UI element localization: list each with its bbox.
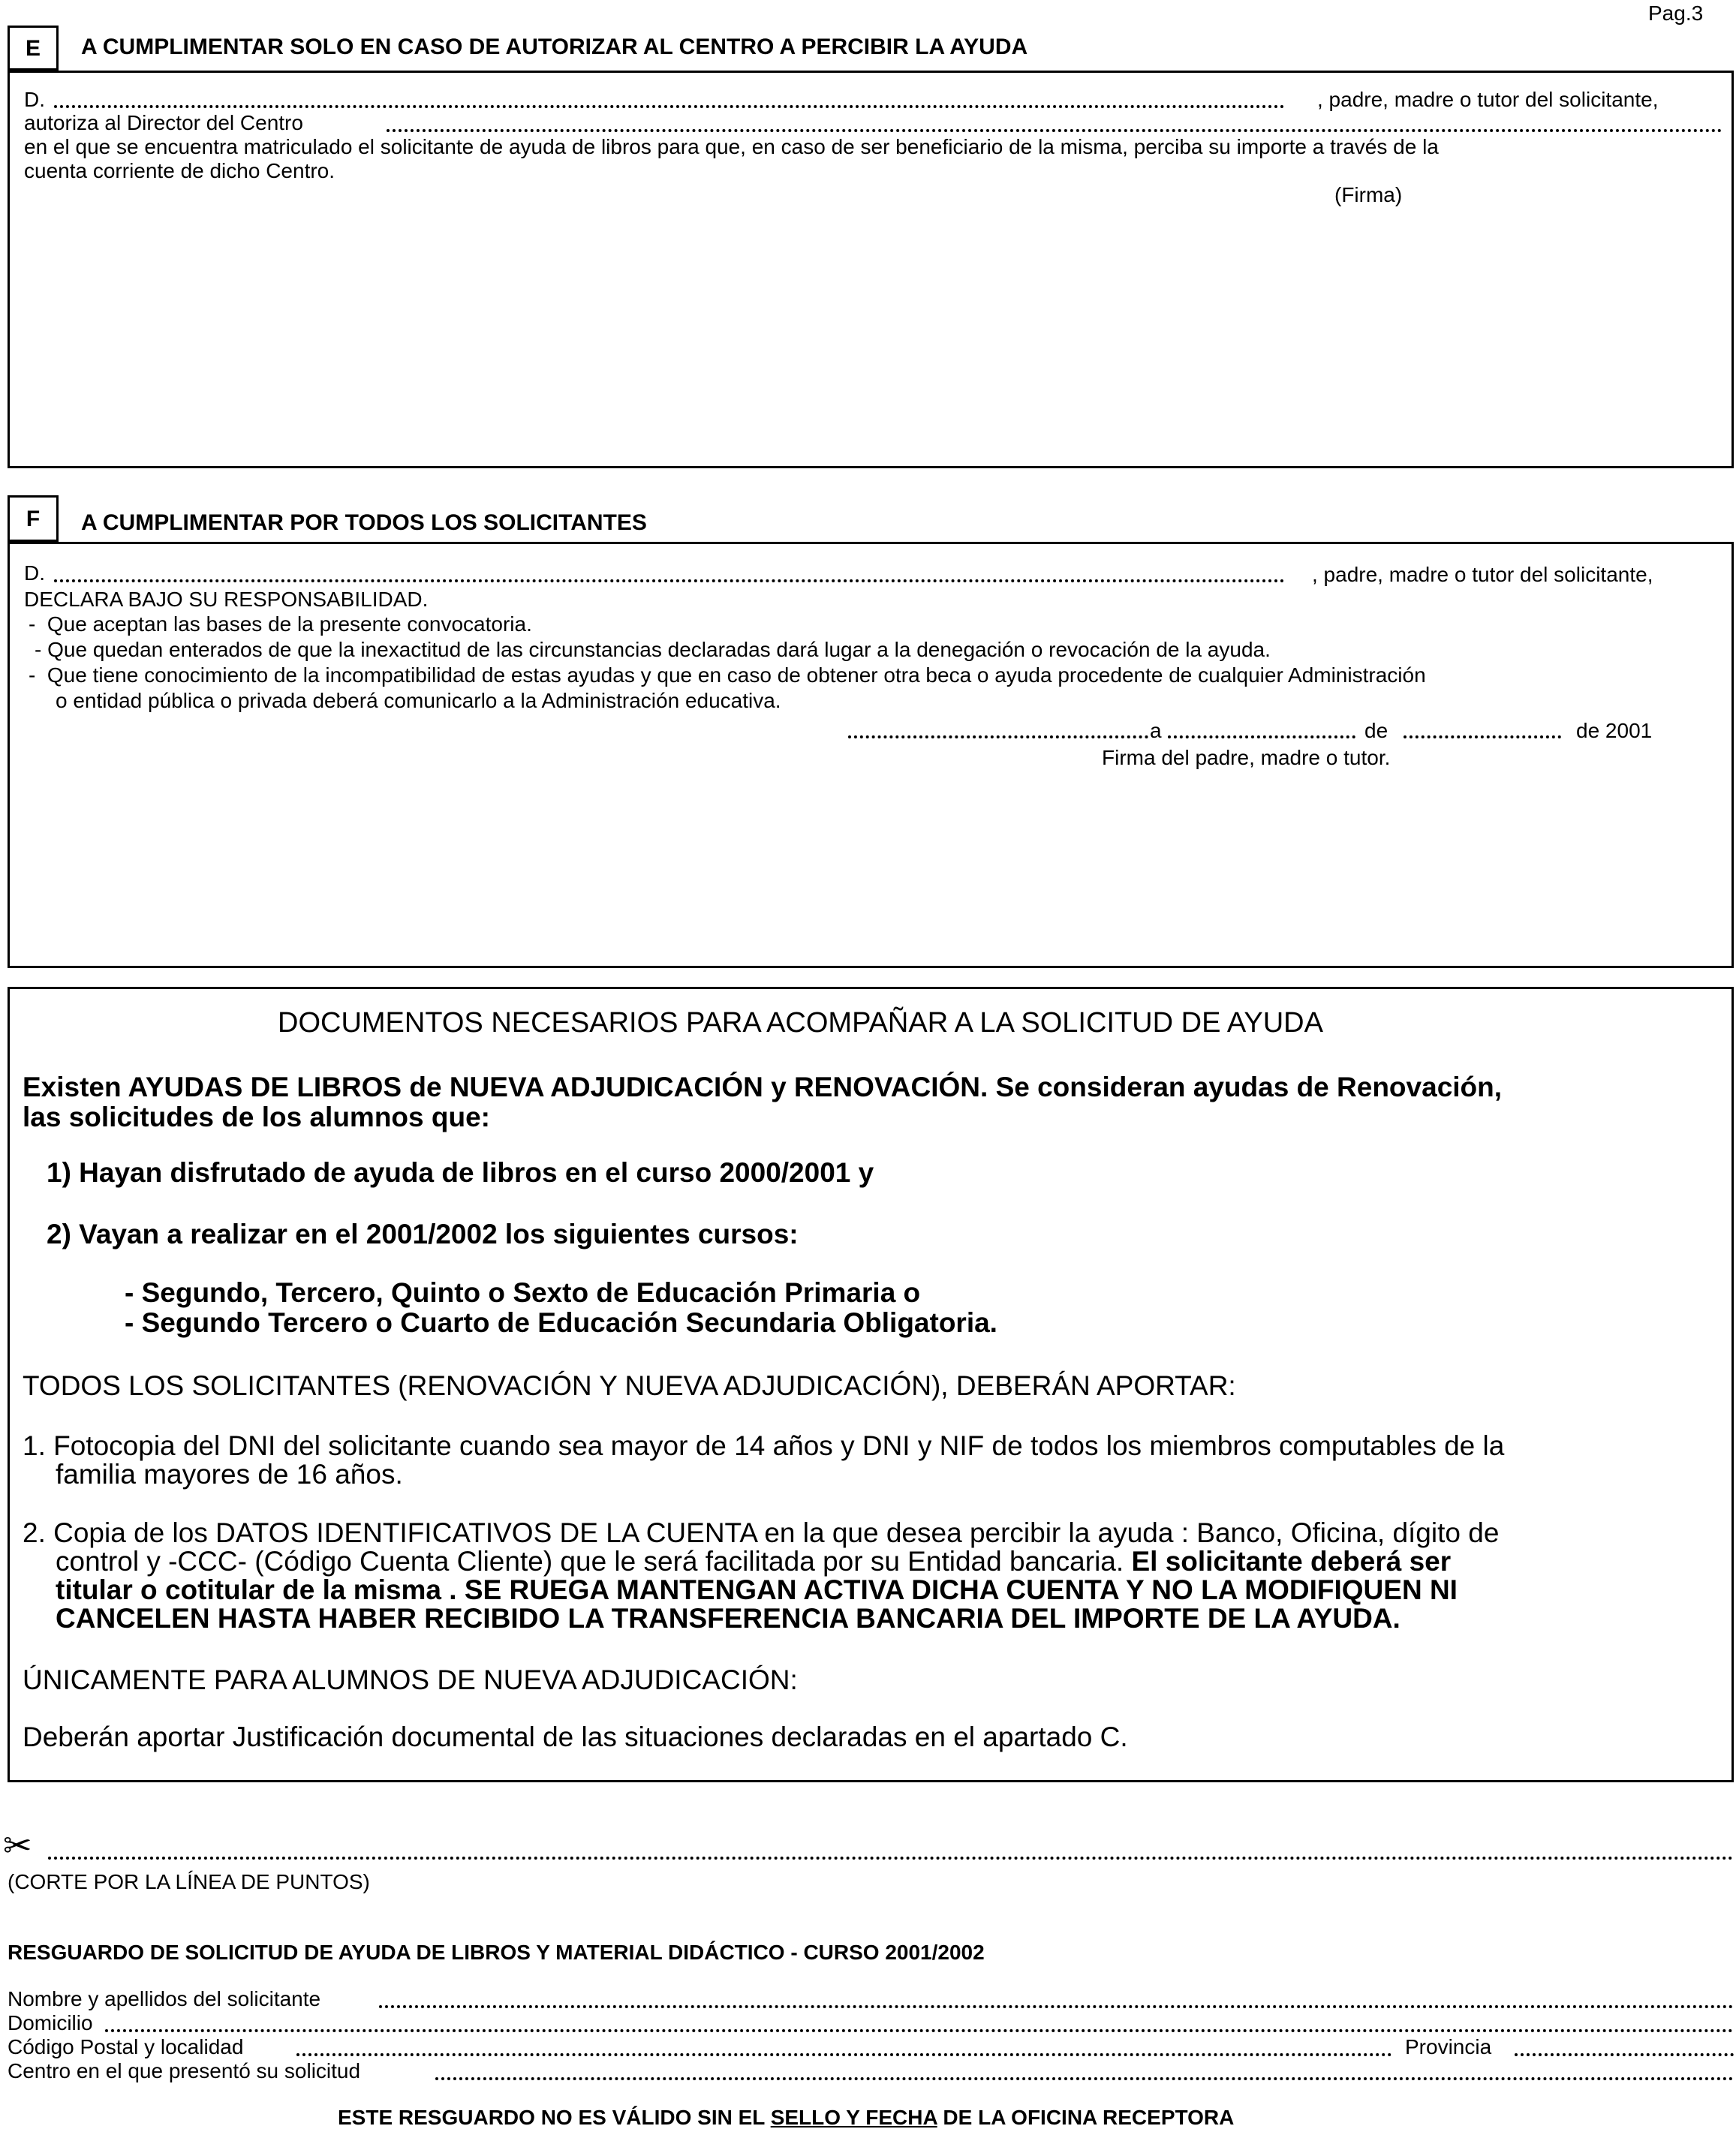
date-place-field[interactable] [848, 735, 1148, 738]
section-e-authorize: autoriza al Director del Centro [24, 111, 303, 134]
section-f-item-2: - Que quedan enterados de que la inexactitud de las circunstancias declaradas dará lugar a la denegación o revocación de la ayuda. [35, 638, 1271, 661]
date-de-label: de [1364, 719, 1388, 742]
receipt-center-label: Centro en el que presentó su solicitud [8, 2059, 361, 2082]
section-e-name-field[interactable] [54, 105, 1285, 108]
receipt-address-field[interactable] [105, 2029, 1734, 2032]
section-f-signature-label: Firma del padre, madre o tutor. [1102, 746, 1391, 769]
receipt-address-label: Domicilio [8, 2011, 93, 2034]
section-f-letter: F [8, 495, 59, 542]
section-e-center-field[interactable] [387, 129, 1722, 132]
section-f-item-1: - Que aceptan las bases de la presente convocatoria. [29, 612, 532, 636]
all-applicants-title: TODOS LOS SOLICITANTES (RENOVACIÓN Y NUEVA ADJUDICACIÓN), DEBERÁN APORTAR: [23, 1370, 1236, 1401]
new-adjudication-text: Deberán aportar Justificación documental de las situaciones declaradas en el apartado C. [23, 1722, 1128, 1752]
requirement-2-line1: 2. Copia de los DATOS IDENTIFICATIVOS DE LA CUENTA en la que desea percibir la ayuda : Banco, Oficina, dígito de [23, 1517, 1500, 1548]
section-f-item-3: - Que tiene conocimiento de la incompatibilidad de estas ayudas y que en caso de obtener otra beca o ayuda procedente de cualquier Administración [29, 663, 1426, 687]
date-a-label: a [1150, 719, 1162, 742]
section-f-item-3-cont: o entidad pública o privada deberá comunicarlo a la Administración educativa. [56, 689, 781, 712]
receipt-postal-label: Código Postal y localidad [8, 2035, 244, 2058]
section-f-title: A CUMPLIMENTAR POR TODOS LOS SOLICITANTES [81, 510, 647, 535]
section-e-body-line2: cuenta corriente de dicho Centro. [24, 159, 335, 182]
requirement-1-line1: 1. Fotocopia del DNI del solicitante cuando sea mayor de 14 años y DNI y NIF de todos los miembros computables de la [23, 1430, 1505, 1461]
receipt-footer: ESTE RESGUARDO NO ES VÁLIDO SIN EL SELLO Y FECHA DE LA OFICINA RECEPTORA [338, 2106, 1235, 2129]
date-month-field[interactable] [1404, 735, 1561, 738]
section-e-signature-label: (Firma) [1334, 183, 1403, 206]
requirement-1-line2: familia mayores de 16 años. [56, 1459, 403, 1490]
page-number: Pag.3 [1648, 2, 1704, 25]
requirement-2-line2: control y -CCC- (Código Cuenta Cliente) que le será facilitada por su Entidad bancaria. El solicitante deberá ser [56, 1546, 1452, 1577]
requirement-2-line3: titular o cotitular de la misma . SE RUEGA MANTENGAN ACTIVA DICHA CUENTA Y NO LA MODIFIQUEN NI [56, 1574, 1458, 1605]
receipt-province-label: Provincia [1405, 2035, 1492, 2058]
receipt-center-field[interactable] [435, 2077, 1734, 2080]
scissors-icon: ✂ [3, 1825, 32, 1866]
renewal-course-1: - Segundo, Tercero, Quinto o Sexto de Educación Primaria o [125, 1277, 921, 1308]
section-e-role: , padre, madre o tutor del solicitante, [1317, 88, 1659, 111]
documents-title: DOCUMENTOS NECESARIOS PARA ACOMPAÑAR A LA SOLICITUD DE AYUDA [278, 1007, 1323, 1039]
date-year-label: de 2001 [1576, 719, 1653, 742]
documents-intro-line2: las solicitudes de los alumnos que: [23, 1102, 490, 1132]
section-f-role: , padre, madre o tutor del solicitante, [1312, 563, 1653, 586]
section-f-name-field[interactable] [54, 579, 1285, 582]
section-f-d-label: D. [24, 561, 45, 585]
documents-intro-line1: Existen AYUDAS DE LIBROS de NUEVA ADJUDICACIÓN y RENOVACIÓN. Se consideran ayudas de Renovación, [23, 1072, 1503, 1102]
section-e-title: A CUMPLIMENTAR SOLO EN CASO DE AUTORIZAR AL CENTRO A PERCIBIR LA AYUDA [81, 35, 1028, 59]
section-f-declares: DECLARA BAJO SU RESPONSABILIDAD. [24, 588, 429, 611]
renewal-condition-1: 1) Hayan disfrutado de ayuda de libros en el curso 2000/2001 y [47, 1157, 874, 1188]
receipt-postal-field[interactable] [296, 2053, 1392, 2056]
cut-line [48, 1857, 1734, 1860]
section-e-body-line1: en el que se encuentra matriculado el solicitante de ayuda de libros para que, en caso de ser beneficiario de la misma, perciba su importe a través de la [24, 135, 1439, 158]
cut-label: (CORTE POR LA LÍNEA DE PUNTOS) [8, 1870, 370, 1893]
section-e-d-label: D. [24, 88, 45, 111]
renewal-condition-2: 2) Vayan a realizar en el 2001/2002 los siguientes cursos: [47, 1219, 799, 1249]
new-adjudication-title: ÚNICAMENTE PARA ALUMNOS DE NUEVA ADJUDICACIÓN: [23, 1664, 798, 1695]
receipt-title: RESGUARDO DE SOLICITUD DE AYUDA DE LIBROS Y MATERIAL DIDÁCTICO - CURSO 2001/2002 [8, 1941, 985, 1964]
receipt-province-field[interactable] [1515, 2053, 1734, 2056]
receipt-name-label: Nombre y apellidos del solicitante [8, 1987, 321, 2010]
requirement-2-line4: CANCELEN HASTA HABER RECIBIDO LA TRANSFERENCIA BANCARIA DEL IMPORTE DE LA AYUDA. [56, 1603, 1401, 1634]
renewal-course-2: - Segundo Tercero o Cuarto de Educación Secundaria Obligatoria. [125, 1307, 997, 1338]
date-day-field[interactable] [1168, 735, 1355, 738]
section-e-letter: E [8, 26, 59, 71]
receipt-name-field[interactable] [379, 2005, 1734, 2008]
